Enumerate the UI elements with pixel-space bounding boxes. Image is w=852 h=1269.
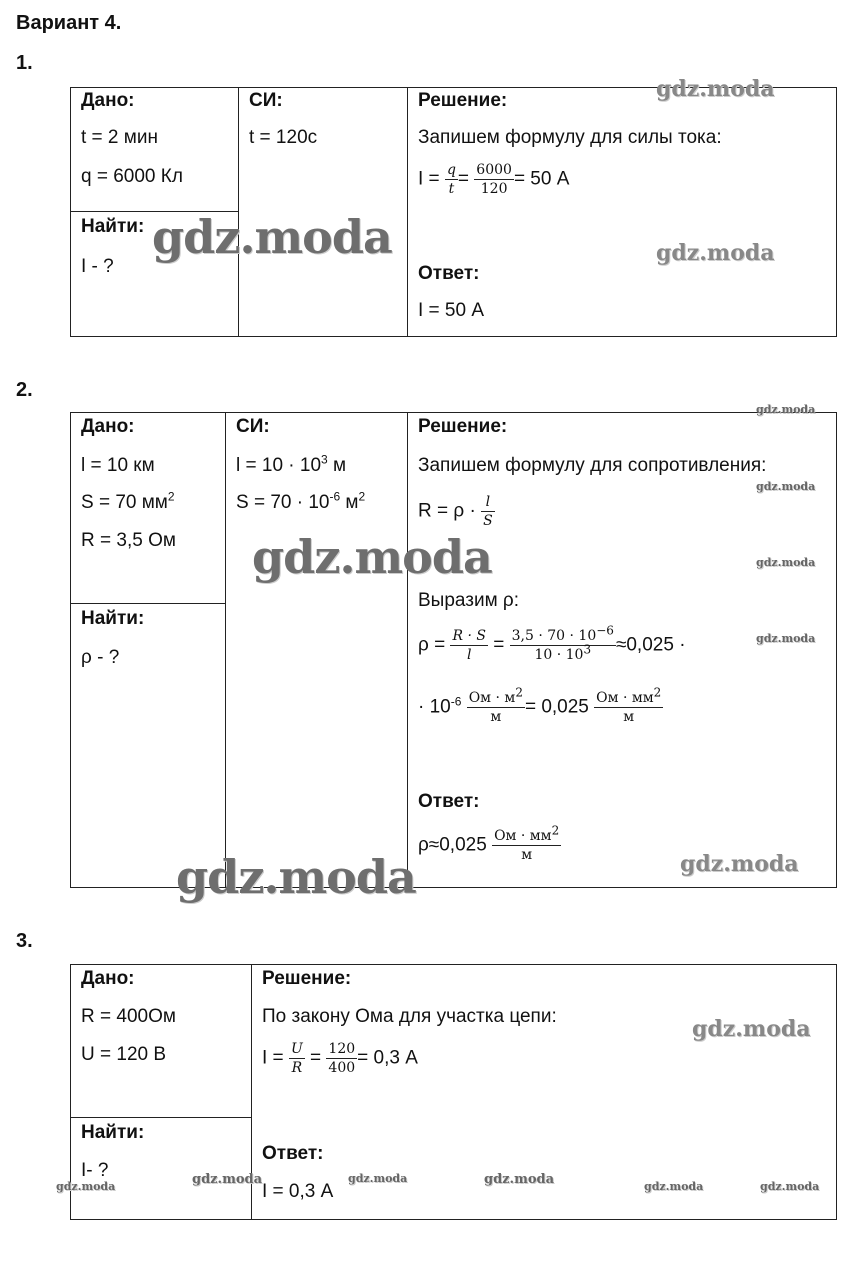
formula-lhs: I = xyxy=(418,168,440,190)
solution-label: Решение: xyxy=(262,968,352,989)
answer-value: I = 0,3 А xyxy=(262,1181,334,1202)
fraction: $\frac{Ом \cdot мм2}{м}$ xyxy=(494,823,560,864)
fraction: $\frac{Ом \cdot м2}{м}$ xyxy=(468,685,523,726)
watermark: gdz.moda xyxy=(760,1180,820,1193)
find-label: Найти: xyxy=(81,1122,145,1143)
solution-label: Решение: xyxy=(418,90,508,111)
given-label: Дано: xyxy=(81,416,135,437)
solution-intro: Запишем формулу для сопротивления: xyxy=(418,455,767,476)
find-label: Найти: xyxy=(81,216,145,237)
given-value: S = 70 $мм^2$ xyxy=(81,489,175,513)
watermark: gdz.moda xyxy=(484,1172,555,1187)
answer-value: I = 50 А xyxy=(418,300,485,321)
watermark: gdz.moda xyxy=(656,76,775,102)
given-value: R = 3,5 Ом xyxy=(81,530,176,551)
answer-label: Ответ: xyxy=(418,791,480,812)
given-value: l = 10 км xyxy=(81,455,155,476)
given-label: Дано: xyxy=(81,968,135,989)
problem-2-number: 2. xyxy=(16,379,33,401)
watermark: gdz.moda xyxy=(756,403,816,416)
si-label: СИ: xyxy=(236,416,270,437)
si-label: СИ: xyxy=(249,90,283,111)
given-value: U = 120 В xyxy=(81,1044,167,1065)
fraction: $\frac{q}{t}$ xyxy=(446,162,456,198)
problem-1-number: 1. xyxy=(16,52,33,74)
find-value: ρ - ? xyxy=(81,647,120,668)
watermark: gdz.moda xyxy=(56,1180,116,1193)
watermark: gdz.moda xyxy=(252,530,492,584)
watermark: gdz.moda xyxy=(176,850,416,904)
watermark: gdz.moda xyxy=(656,240,775,266)
page-title: Вариант 4. xyxy=(16,12,122,34)
watermark: gdz.moda xyxy=(152,210,392,264)
watermark: gdz.moda xyxy=(756,556,816,569)
formula-result: = 50 А xyxy=(513,168,570,190)
fraction: $\frac{l}{S}$ xyxy=(483,494,493,530)
solution-intro: По закону Ома для участка цепи: xyxy=(262,1006,557,1027)
fraction: $\frac{3,5 \cdot 70 \cdot 10-6}{10 \cdot 103}$ xyxy=(511,623,614,664)
watermark: gdz.moda xyxy=(192,1172,263,1187)
express-text: Выразим ρ: xyxy=(418,590,520,611)
fraction: $\frac{U}{R}$ xyxy=(290,1041,303,1077)
watermark: gdz.moda xyxy=(692,1016,811,1042)
fraction: $\frac{R \cdot S}{l}$ xyxy=(452,628,486,664)
fraction: $\frac{120}{400}$ xyxy=(328,1041,356,1077)
answer-value: ρ≈0,025 $\frac{Ом \cdot мм2}{м}$ xyxy=(418,823,560,864)
fraction: $\frac{Ом \cdot мм2}{м}$ xyxy=(596,685,662,726)
si-value: $S = 70 \cdot 10^{-6}$ $м^2$ xyxy=(236,489,366,513)
units-formula: · $10^{-6}$ $\frac{Ом \cdot м2}{м}$ = 0,025 $\frac{Ом \cdot мм2}{м}$ xyxy=(418,685,662,726)
watermark: gdz.moda xyxy=(756,480,816,493)
watermark: gdz.moda xyxy=(348,1172,408,1185)
solution-intro: Запишем формулу для силы тока: xyxy=(418,127,722,148)
resistivity-formula: ρ = $\frac{R \cdot S}{l}$ = $\frac{3,5 \cdot 70 \cdot 10-6}{10 \cdot 103}$ ≈0,025 · xyxy=(418,623,686,664)
current-formula: I = $\frac{q}{t}$ = $\frac{6000}{120}$ = 50 А xyxy=(418,162,570,198)
si-value: $l = 10 \cdot 10^3$ м xyxy=(236,452,347,476)
given-label: Дано: xyxy=(81,90,135,111)
given-value: t = 2 мин xyxy=(81,127,158,148)
find-value: I - ? xyxy=(81,256,114,277)
given-value: R = 400Ом xyxy=(81,1006,176,1027)
solution-label: Решение: xyxy=(418,416,508,437)
answer-label: Ответ: xyxy=(262,1143,324,1164)
fraction: $\frac{6000}{120}$ xyxy=(476,162,512,198)
answer-label: Ответ: xyxy=(418,263,480,284)
resistance-formula: R = ρ · $\frac{l}{S}$ xyxy=(418,494,493,530)
find-value: I- ? xyxy=(81,1160,109,1181)
given-value: q = 6000 Кл xyxy=(81,166,183,187)
ohm-formula: I = $\frac{U}{R}$ = $\frac{120}{400}$ = 0,3 А xyxy=(262,1041,418,1077)
watermark: gdz.moda xyxy=(644,1180,704,1193)
si-value: t = 120с xyxy=(249,127,318,148)
find-label: Найти: xyxy=(81,608,145,629)
watermark: gdz.moda xyxy=(680,851,799,877)
problem-3-number: 3. xyxy=(16,930,33,952)
watermark: gdz.moda xyxy=(756,632,816,645)
